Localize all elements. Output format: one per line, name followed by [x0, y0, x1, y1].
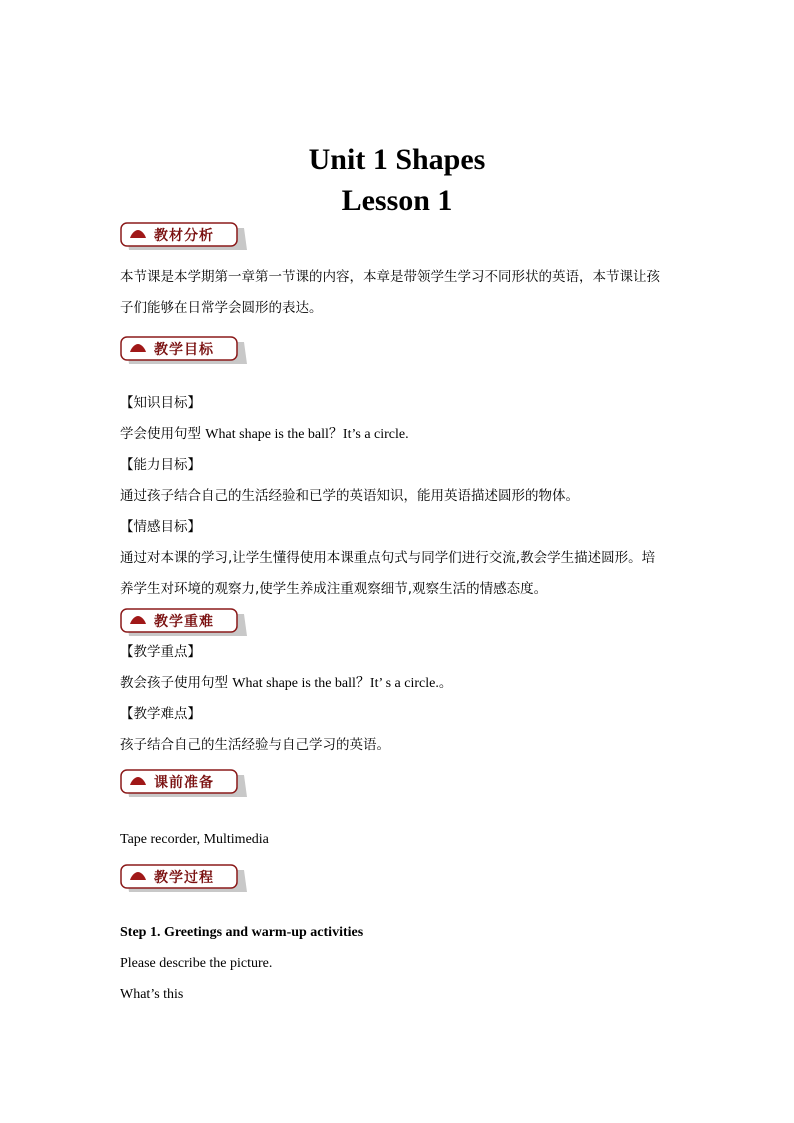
section-label: 课前准备 — [154, 775, 214, 791]
lesson-title: Lesson 1 — [341, 184, 453, 217]
knowledge-text-en: What shape is the ball？It’s a circle. — [205, 427, 409, 442]
preparation-text: Tape recorder, Multimedia — [120, 832, 269, 847]
process-line-1: Please describe the picture. — [120, 956, 273, 971]
section-badge-process — [120, 864, 248, 894]
emotion-heading: 【情感目标】 — [120, 519, 201, 535]
section-label: 教学目标 — [154, 342, 214, 358]
focus-text-cn: 教会孩子使用句型 — [120, 675, 233, 691]
knowledge-text-cn: 学会使用句型 — [120, 426, 206, 442]
section-badge-key-points — [120, 608, 248, 638]
section-badge-analysis — [120, 222, 248, 252]
section-label: 教学过程 — [154, 870, 214, 886]
unit-title: Unit 1 Shapes — [308, 143, 486, 176]
focus-text-end: 。 — [438, 675, 453, 691]
section-label: 教学重难 — [154, 614, 214, 630]
difficulty-text: 孩子结合自己的生活经验与自己学习的英语。 — [120, 737, 390, 753]
knowledge-text — [120, 425, 409, 444]
focus-text-en: What shape is the ball？It’ s a circle. — [232, 676, 439, 691]
step1-title: Step 1. Greetings and warm-up activities — [120, 925, 364, 940]
section-label: 教材分析 — [154, 228, 214, 244]
analysis-line-2: 子们能够在日常学会圆形的表达。 — [120, 300, 323, 316]
focus-text — [120, 674, 452, 693]
focus-heading: 【教学重点】 — [120, 644, 201, 660]
process-line-2: What’s this — [120, 987, 184, 1002]
section-badge-objectives — [120, 336, 248, 366]
ability-text: 通过孩子结合自己的生活经验和已学的英语知识，能用英语描述圆形的物体。 — [120, 488, 579, 504]
emotion-line-1: 通过对本课的学习,让学生懂得使用本课重点句式与同学们进行交流,教会学生描述圆形。培 — [120, 550, 656, 566]
difficulty-heading: 【教学难点】 — [120, 706, 201, 722]
analysis-line-1: 本节课是本学期第一章第一节课的内容，本章是带领学生学习不同形状的英语，本节课让孩 — [120, 269, 660, 285]
emotion-line-2: 养学生对环境的观察力,使学生养成注重观察细节,观察生活的情感态度。 — [120, 581, 548, 597]
ability-heading: 【能力目标】 — [120, 457, 201, 473]
section-badge-preparation — [120, 769, 248, 799]
knowledge-heading: 【知识目标】 — [120, 395, 201, 411]
